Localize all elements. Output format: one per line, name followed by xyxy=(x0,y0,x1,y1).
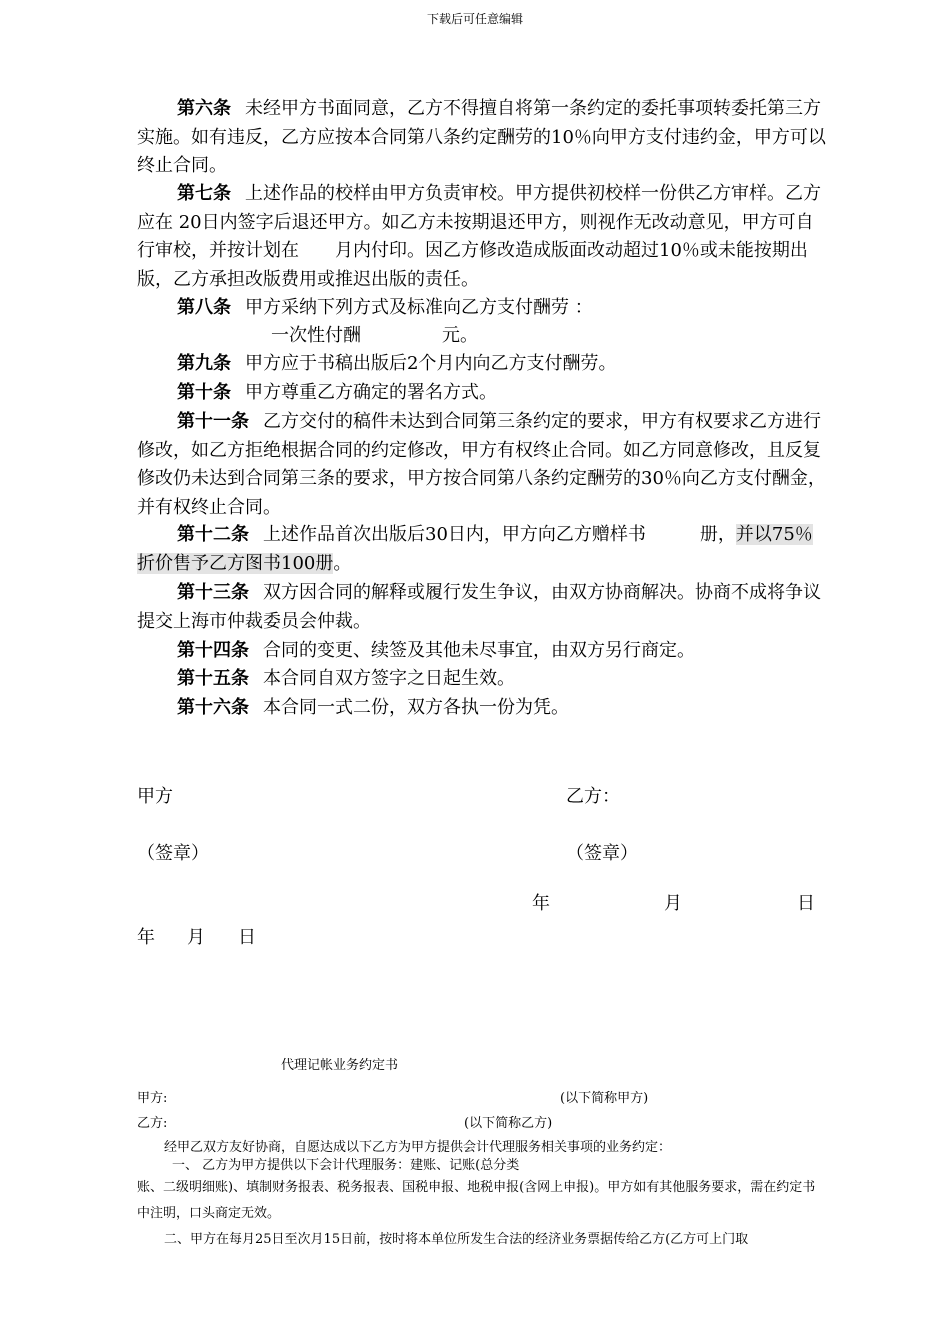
article-12-text: 上述作品首次出版后30日内，甲方向乙方赠样书 册， xyxy=(263,524,736,545)
article-12-highlight: 并以75％折价售予乙方图书100册 xyxy=(137,524,813,574)
article-8-payment-unit: 元。 xyxy=(442,325,478,346)
article-8 xyxy=(137,294,827,323)
agreement-party-a-note: (以下简称甲方) xyxy=(560,1091,649,1106)
article-11-label: 第十一条 xyxy=(177,411,249,432)
article-12 xyxy=(137,521,827,578)
party-a-seal: （签章） xyxy=(137,843,209,864)
article-6 xyxy=(137,95,827,181)
party-b-date-day: 日 xyxy=(797,893,815,914)
article-8-payment-method: 一次性付酬 xyxy=(271,325,361,346)
agreement-item-2: 二、甲方在每月25日至次月15日前，按时将本单位所发生合法的经济业务票据传给乙方(乙方可上门取 xyxy=(164,1232,749,1247)
article-10 xyxy=(137,379,827,408)
article-16-text: 本合同一式二份，双方各执一份为凭。 xyxy=(263,697,569,718)
article-13-label: 第十三条 xyxy=(177,582,249,603)
party-a-date-year: 年 xyxy=(137,927,155,948)
article-7-text: 上述作品的校样由甲方负责审校。甲方提供初校样一份供乙方审样。乙方应在 20日内签字后退还甲方。如乙方未按期退还甲方，则视作无改动意见，甲方可自行审校，并按计划在 月内付印。因乙方修改造成版面改动超过10％或未能按期出版，乙方承担改版费用或推迟出版的责任。 xyxy=(137,183,821,290)
party-a-date-day: 日 xyxy=(238,927,256,948)
article-11-text: 乙方交付的稿件未达到合同第三条约定的要求，甲方有权要求乙方进行修改，如乙方拒绝根据合同的约定修改，甲方有权终止合同。如乙方同意修改，且反复修改仍未达到合同第三条的要求，甲方按合同第八条约定酬劳的30％向乙方支付酬金，并有权终止合同。 xyxy=(137,411,826,518)
article-8-text: 甲方采纳下列方式及标准向乙方支付酬劳 ： xyxy=(245,297,593,318)
article-7-label: 第七条 xyxy=(177,183,231,204)
article-6-label: 第六条 xyxy=(177,98,231,119)
article-13-text: 双方因合同的解释或履行发生争议，由双方协商解决。协商不成将争议提交上海市仲裁委员会仲裁。 xyxy=(137,582,821,632)
party-a-signature-label: 甲方 xyxy=(137,786,173,807)
party-a-date-month: 月 xyxy=(187,927,205,948)
party-b-date-month: 月 xyxy=(664,893,682,914)
article-14-label: 第十四条 xyxy=(177,640,249,661)
party-b-date-year: 年 xyxy=(532,893,550,914)
article-8-label: 第八条 xyxy=(177,297,231,318)
article-15 xyxy=(137,665,827,694)
article-13 xyxy=(137,579,827,636)
agreement-item-1-first-line: 一、 乙方为甲方提供以下会计代理服务：建账、记账(总分类 xyxy=(172,1158,520,1173)
article-12-label: 第十二条 xyxy=(177,524,249,545)
article-11 xyxy=(137,408,827,522)
article-7 xyxy=(137,180,827,294)
agreement-title: 代理记帐业务约定书 xyxy=(281,1058,399,1073)
agreement-party-b-note: (以下简称乙方) xyxy=(464,1116,553,1131)
agreement-party-a-label: 甲方: xyxy=(137,1091,168,1106)
article-15-text: 本合同自双方签字之日起生效。 xyxy=(263,668,515,689)
article-9 xyxy=(137,350,827,379)
party-b-signature-label: 乙方： xyxy=(566,786,620,807)
agreement-intro: 经甲乙双方友好协商，自愿达成以下乙方为甲方提供会计代理服务相关事项的业务约定： xyxy=(164,1140,672,1155)
article-12-end: 。 xyxy=(333,552,352,574)
article-9-text: 甲方应于书稿出版后2个月内向乙方支付酬劳。 xyxy=(245,353,617,374)
article-16-label: 第十六条 xyxy=(177,697,249,718)
article-14 xyxy=(137,637,827,666)
article-10-text: 甲方尊重乙方确定的署名方式。 xyxy=(245,382,497,403)
article-6-text: 未经甲方书面同意，乙方不得擅自将第一条约定的委托事项转委托第三方实施。如有违反，乙方应按本合同第八条约定酬劳的10％向甲方支付违约金，甲方可以终止合同。 xyxy=(137,98,826,176)
article-14-text: 合同的变更、续签及其他未尽事宜，由双方另行商定。 xyxy=(263,640,695,661)
page-header: 下载后可任意编辑 xyxy=(426,12,523,26)
article-10-label: 第十条 xyxy=(177,382,231,403)
agreement-item-1-continued: 账、二级明细账)、填制财务报表、税务报表、国税申报、地税申报(含网上申报)。甲方如有其他服务要求，需在约定书中注明，口头商定无效。 xyxy=(137,1180,816,1221)
party-b-seal: （签章） xyxy=(566,843,638,864)
article-16 xyxy=(137,694,827,723)
article-15-label: 第十五条 xyxy=(177,668,249,689)
article-9-label: 第九条 xyxy=(177,353,231,374)
agreement-party-b-label: 乙方: xyxy=(137,1116,168,1131)
